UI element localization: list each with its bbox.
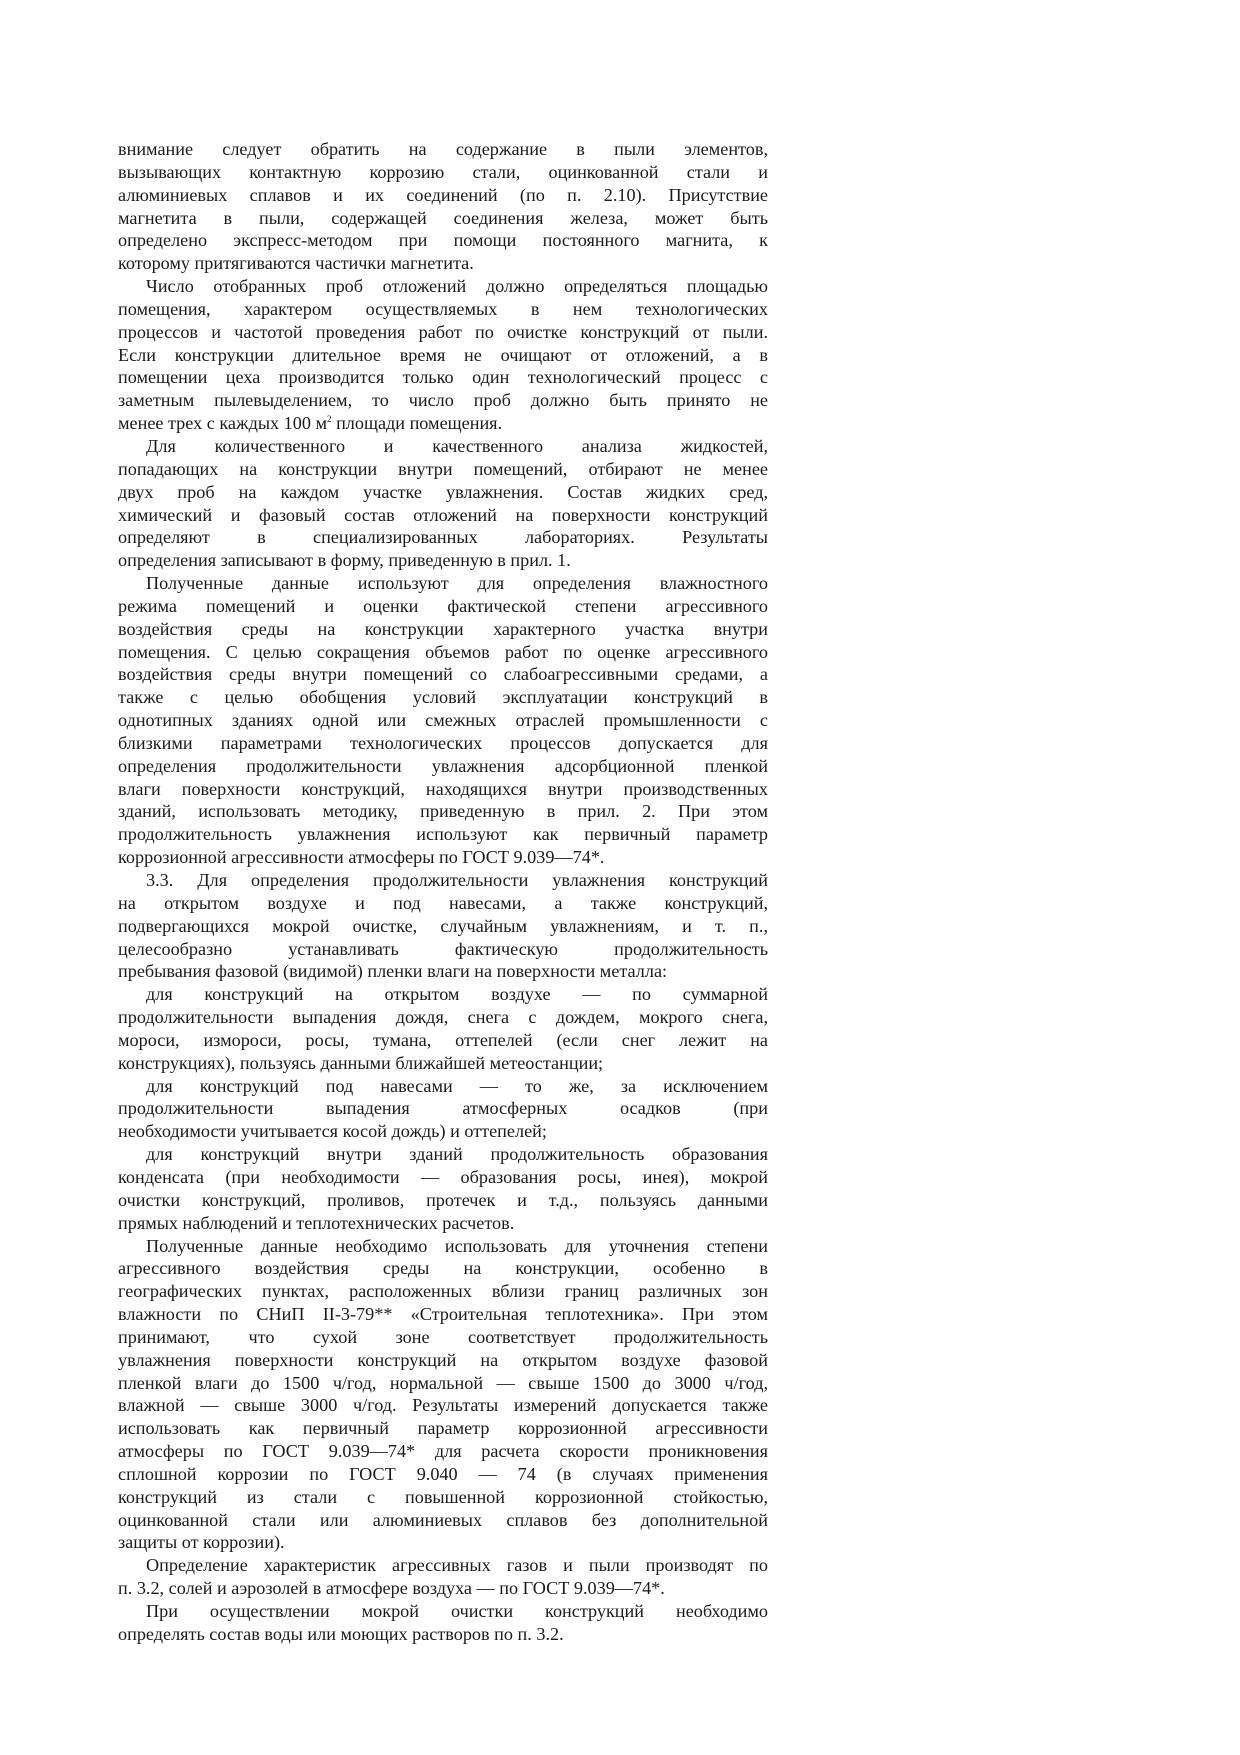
text-line: воздействия среды внутри помещений со слабоагрессивными средами, а <box>118 664 768 685</box>
text-line: для конструкций на открытом воздухе — по суммарной <box>146 984 768 1005</box>
text-line: режима помещений и оценки фактической степени агрессивного <box>118 595 768 616</box>
text-line: Для количественного и качественного анализа жидкостей, <box>146 435 768 456</box>
text-line: воздействия среды на конструкции характерного участка внутри <box>118 618 768 639</box>
paragraph-humidity-regime <box>118 572 768 869</box>
text-fragment: менее трех с каждых 100 м <box>118 413 328 434</box>
text-line: пребывания фазовой (видимой) пленки влаги на поверхности металла: <box>118 961 668 982</box>
superscript: 2 <box>327 414 332 425</box>
paragraph-section-3-3 <box>118 869 768 983</box>
text-line: подвергающихся мокрой очистке, случайным увлажнениям, и т. п., <box>118 915 768 936</box>
paragraph-humidity-zones <box>118 1235 768 1555</box>
text-line: Полученные данные используют для определения влажностного <box>146 573 768 594</box>
text-line: которому притягиваются частички магнетита. <box>118 253 474 274</box>
text-fragment: площади помещения. <box>331 413 503 434</box>
text-line: для конструкций внутри зданий продолжительность образования <box>146 1144 768 1165</box>
text-line: 3.3. Для определения продолжительности увлажнения конструкций <box>146 870 768 890</box>
paragraph-inside-buildings <box>118 1143 768 1234</box>
text-line: пленкой влаги до 1500 ч/год, нормальной — свыше 1500 до 3000 ч/год, <box>118 1372 768 1393</box>
text-line: защиты от коррозии). <box>118 1532 285 1553</box>
text-line: помещения, характером осуществляемых в нем технологических <box>118 298 768 319</box>
text-line: сплошной коррозии по ГОСТ 9.040 — 74 (в случаях применения <box>118 1463 768 1484</box>
text-line: продолжительность увлажнения используют как первичный параметр <box>118 824 768 845</box>
paragraph-under-canopy <box>118 1075 768 1144</box>
text-line: определения записывают в форму, приведенную в прил. 1. <box>118 550 571 571</box>
text-line: коррозионной агрессивности атмосферы по ГОСТ 9.039—74*. <box>118 847 605 868</box>
text-line: двух проб на каждом участке увлажнения. Состав жидких сред, <box>118 481 768 502</box>
text-line: Если конструкции длительное время не очищают от отложений, а в <box>118 344 768 365</box>
text-line: Определение характеристик агрессивных газов и пыли производят по <box>146 1555 768 1576</box>
text-line: определяют в специализированных лабораториях. Результаты <box>118 527 768 548</box>
text-line: продолжительности выпадения дождя, снега с дождем, мокрого снега, <box>118 1007 768 1028</box>
text-line: близкими параметрами технологических процессов допускается для <box>118 732 768 753</box>
text-line: очистки конструкций, проливов, протечек и т.д., пользуясь данными <box>118 1189 768 1210</box>
text-line: При осуществлении мокрой очистки конструкций необходимо <box>146 1601 768 1621</box>
text-line: продолжительности выпадения атмосферных осадков (при <box>118 1098 768 1119</box>
text-line: внимание следует обратить на содержание в пыли элементов, <box>118 139 768 159</box>
text-line: на открытом воздухе и под навесами, а также конструкций, <box>118 892 768 913</box>
paragraph-sample-count <box>118 275 768 435</box>
text-line: зданий, использовать методику, приведенную в прил. 2. При этом <box>118 801 768 822</box>
text-line: принимают, что сухой зоне соответствует продолжительность <box>118 1326 768 1347</box>
text-line: определять состав воды или моющих растворов по п. 3.2. <box>118 1623 564 1644</box>
text-line: химический и фазовый состав отложений на поверхности конструкций <box>118 504 768 525</box>
text-line: для конструкций под навесами — то же, за исключением <box>146 1075 768 1096</box>
text-line: конструкций из стали с повышенной коррозионной стойкостью, <box>118 1486 768 1507</box>
text-line: влажности по СНиП II-3-79** «Строительная теплотехника». При этом <box>118 1304 768 1325</box>
text-line: влаги поверхности конструкций, находящихся внутри производственных <box>118 778 768 799</box>
text-line: п. 3.2, солей и аэрозолей в атмосфере воздуха — по ГОСТ 9.039—74*. <box>118 1578 665 1599</box>
text-line: агрессивного воздействия среды на конструкции, особенно в <box>118 1258 768 1279</box>
text-line: попадающих на конструкции внутри помещений, отбирают не менее <box>118 458 768 479</box>
text-line: увлажнения поверхности конструкций на открытом воздухе фазовой <box>118 1349 768 1370</box>
text-line: процессов и частотой проведения работ по очистке конструкций от пыли. <box>118 321 768 342</box>
text-line: определено экспресс-методом при помощи постоянного магнита, к <box>118 230 768 251</box>
paragraph-liquid-analysis <box>118 435 768 572</box>
text-line: Число отобранных проб отложений должно определяться площадью <box>146 276 768 297</box>
text-line: алюминиевых сплавов и их соединений (по п. 2.10). Присутствие <box>118 184 768 205</box>
text-line: помещении цеха производится только один технологический процесс с <box>118 367 768 388</box>
text-line: оцинкованной стали или алюминиевых сплавов без дополнительной <box>118 1509 768 1530</box>
paragraph-open-air <box>118 983 768 1074</box>
text-line: заметным пылевыделением, то число проб должно быть принято не <box>118 390 768 411</box>
text-line: определения продолжительности увлажнения адсорбционной пленкой <box>118 755 768 776</box>
text-line: помещения. С целью сокращения объемов работ по оценке агрессивного <box>118 641 768 662</box>
text-line: конденсата (при необходимости — образования росы, инея), мокрой <box>118 1166 768 1187</box>
text-line: Полученные данные необходимо использовать для уточнения степени <box>146 1235 768 1256</box>
text-line: однотипных зданиях одной или смежных отраслей промышленности с <box>118 710 768 731</box>
text-line: использовать как первичный параметр коррозионной агрессивности <box>118 1418 768 1439</box>
document-page <box>118 138 768 1646</box>
text-line: магнетита в пыли, содержащей соединения железа, может быть <box>118 207 768 228</box>
paragraph-gases-dust <box>118 1554 768 1600</box>
text-line: целесообразно устанавливать фактическую продолжительность <box>118 938 768 959</box>
text-line: атмосферы по ГОСТ 9.039—74* для расчета скорости проникновения <box>118 1441 768 1462</box>
paragraph-wet-cleaning <box>118 1600 768 1646</box>
text-line: прямых наблюдений и теплотехнических расчетов. <box>118 1212 515 1233</box>
text-line: конструкциях), пользуясь данными ближайшей метеостанции; <box>118 1052 604 1073</box>
text-line: географических пунктах, расположенных вблизи границ различных зон <box>118 1281 768 1302</box>
text-line: влажной — свыше 3000 ч/год. Результаты измерений допускается также <box>118 1395 768 1416</box>
paragraph-dust-composition <box>118 138 768 275</box>
text-line: вызывающих контактную коррозию стали, оцинкованной стали и <box>118 161 768 182</box>
text-line: необходимости учитывается косой дождь) и оттепелей; <box>118 1121 547 1142</box>
text-line <box>118 412 768 435</box>
text-line: также с целью обобщения условий эксплуатации конструкций в <box>118 687 768 708</box>
text-line: мороси, измороси, росы, тумана, оттепелей (если снег лежит на <box>118 1029 768 1050</box>
